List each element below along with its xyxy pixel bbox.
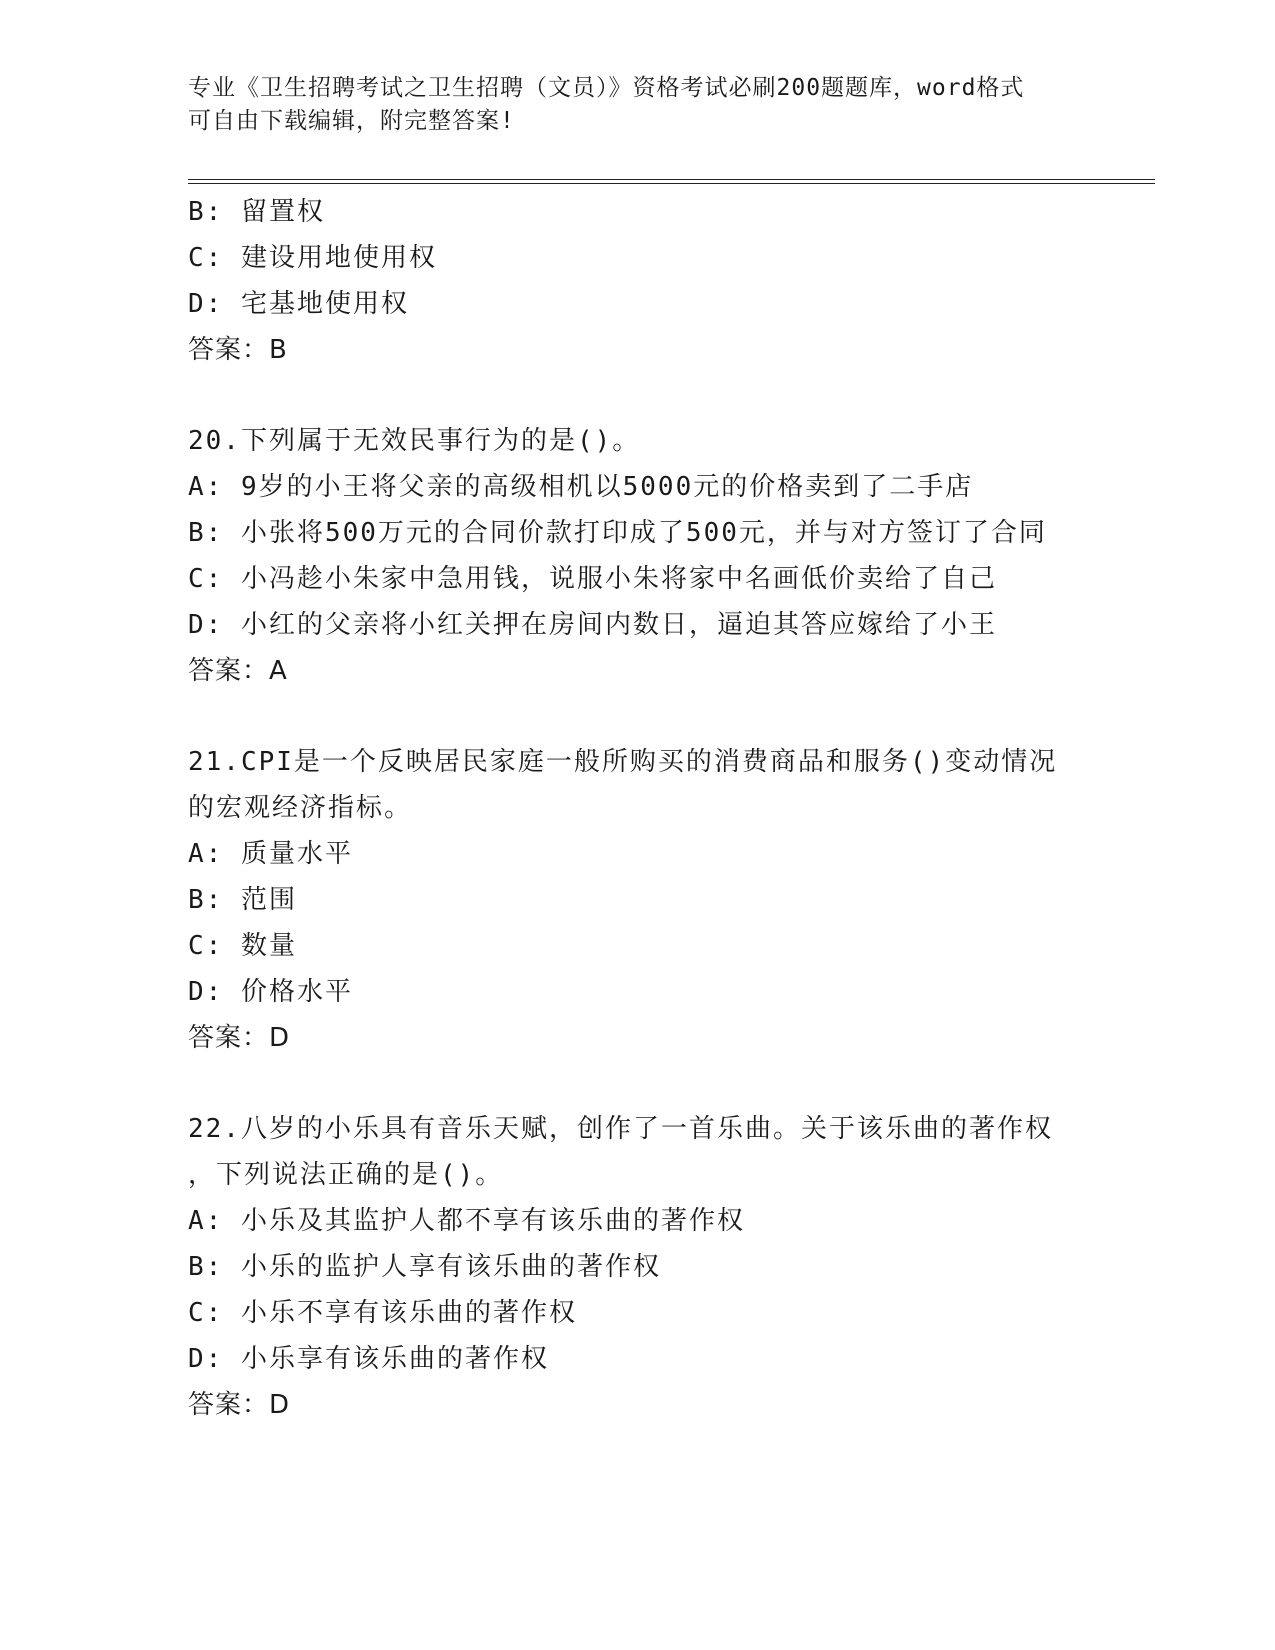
option-c: C: 小乐不享有该乐曲的著作权 (188, 1298, 577, 1328)
question-stem-continued: ，下列说法正确的是()。 (188, 1160, 504, 1190)
question-stem-continued: 的宏观经济指标。 (188, 793, 413, 823)
option-b: B: 留置权 (188, 197, 325, 227)
header-rule-bottom (188, 183, 1155, 184)
answer: 答案：D (188, 1023, 291, 1053)
header-rule-top (188, 179, 1155, 180)
question-stem: 22.八岁的小乐具有音乐天赋，创作了一首乐曲。关于该乐曲的著作权 (188, 1114, 1053, 1144)
question-22 (188, 1106, 1088, 1428)
spacer (188, 373, 1088, 418)
option-d: D: 宅基地使用权 (188, 289, 409, 319)
question-19-continued (188, 189, 1088, 373)
option-c: C: 小冯趁小朱家中急用钱，说服小朱将家中名画低价卖给了自己 (188, 564, 997, 594)
option-c: C: 建设用地使用权 (188, 243, 437, 273)
option-b: B: 小张将500万元的合同价款打印成了500元，并与对方签订了合同 (188, 518, 1047, 548)
answer: 答案：D (188, 1390, 291, 1420)
question-21 (188, 739, 1088, 1061)
option-b: B: 范围 (188, 885, 297, 915)
option-a: A: 质量水平 (188, 839, 353, 869)
option-b: B: 小乐的监护人享有该乐曲的著作权 (188, 1252, 661, 1282)
document-header (188, 72, 1088, 138)
option-a: A: 小乐及其监护人都不享有该乐曲的著作权 (188, 1206, 745, 1236)
option-c: C: 数量 (188, 931, 297, 961)
header-line-2: 可自由下载编辑，附完整答案! (188, 108, 515, 134)
header-line-1: 专业《卫生招聘考试之卫生招聘（文员）》资格考试必刷200题题库，word格式 (188, 75, 1025, 101)
question-20 (188, 418, 1088, 694)
spacer (188, 694, 1088, 739)
option-a: A: 9岁的小王将父亲的高级相机以5000元的价格卖到了二手店 (188, 472, 974, 502)
option-d: D: 价格水平 (188, 977, 353, 1007)
question-stem: 21.CPI是一个反映居民家庭一般所购买的消费商品和服务()变动情况 (188, 747, 1058, 777)
option-d: D: 小红的父亲将小红关押在房间内数日，逼迫其答应嫁给了小王 (188, 610, 997, 640)
spacer (188, 1061, 1088, 1106)
answer: 答案：A (188, 656, 288, 686)
question-stem: 20.下列属于无效民事行为的是()。 (188, 426, 641, 456)
answer: 答案：B (188, 335, 288, 365)
option-d: D: 小乐享有该乐曲的著作权 (188, 1344, 549, 1374)
document-body (188, 189, 1088, 1428)
